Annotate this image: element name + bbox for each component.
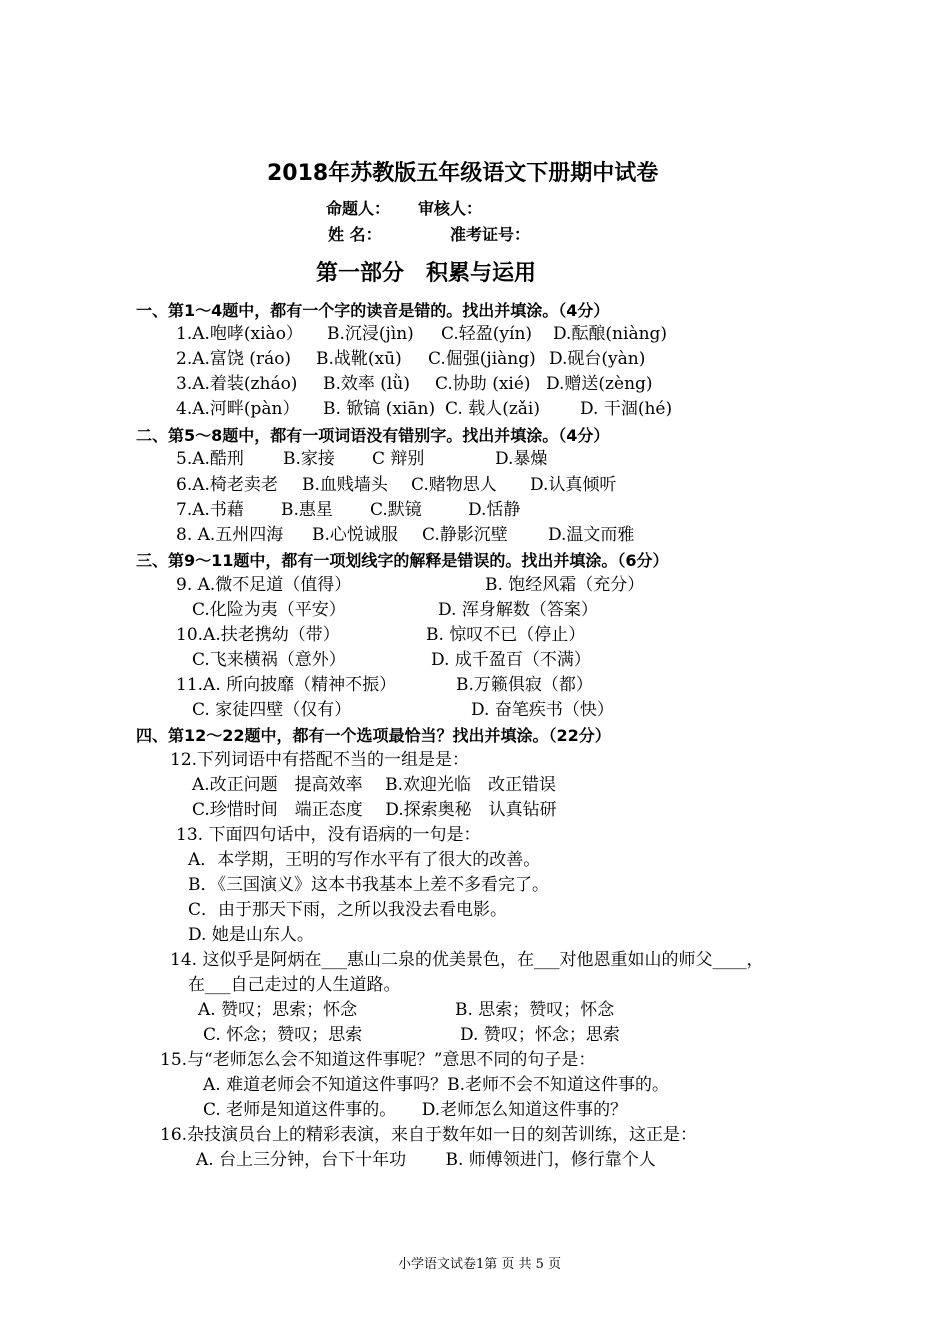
option: 6.A.椅老卖老: [176, 475, 278, 495]
question-16: 16.杂技演员台上的精彩表演，来自于数年如一日的刻苦训练，这正是：: [160, 1125, 698, 1145]
question-10c: C.飞来横祸（意外）: [192, 650, 346, 670]
name-label: 姓 名：: [328, 225, 382, 244]
question-14-option-d: D. 赞叹；怀念；思索: [460, 1025, 620, 1045]
question-13: 13. 下面四句话中，没有语病的一句是：: [176, 825, 481, 845]
option: B.沉浸(jìn): [327, 324, 414, 344]
section-2-heading: 二、第5～8题中，都有一项词语没有错别字。找出并填涂。（4分）: [136, 426, 610, 445]
question-15-options-ab: A. 难道老师会不知道这件事吗？B.老师不会不知道这件事的。: [203, 1075, 669, 1095]
option: 7.A.书藉: [176, 500, 244, 520]
part-title: 第一部分 积累与运用: [316, 261, 537, 286]
question-12: 12.下列词语中有搭配不当的一组是是：: [170, 750, 470, 770]
option: B.战靴(xū): [316, 349, 402, 369]
option: 8. A.五州四海: [176, 525, 284, 545]
option: 1.A.咆哮(xiào）: [176, 324, 303, 344]
option: D.温文而雅: [548, 525, 635, 545]
section-1-heading: 一、第1～4题中，都有一个字的读音是错的。找出并填涂。（4分）: [136, 301, 610, 320]
exam-no-label: 准考证号：: [450, 225, 531, 244]
option: C.轻盈(yín): [441, 324, 533, 344]
question-11b: B.万籁俱寂（都）: [456, 675, 593, 695]
question-10d: D. 成千盈百（不满）: [431, 650, 591, 670]
option: D.赠送(zèng): [546, 374, 653, 394]
question-10a: 10.A.扶老携幼（带）: [176, 625, 340, 645]
question-14-option-a: A. 赞叹；思索；怀念: [198, 1000, 358, 1020]
question-15: 15.与“老师怎么会不知道这件事呢？”意思不同的句子是：: [160, 1050, 596, 1070]
question-16-options-ab: A. 台上三分钟，台下十年功 B. 师傅领进门，修行靠个人: [196, 1150, 656, 1170]
option: B.血贱墙头: [302, 475, 388, 495]
question-10b: B. 惊叹不已（停止）: [426, 625, 586, 645]
question-13-option-c: C．由于那天下雨，之所以我没去看电影。: [188, 900, 508, 920]
setter-label: 命题人：: [326, 199, 391, 218]
question-15-options-cd: C. 老师是知道这件事的。 D.老师怎么知道这件事的？: [203, 1100, 628, 1120]
page-footer: 小学语文试卷1第 页 共 5 页: [398, 1257, 562, 1272]
question-12-options-cd: C.珍惜时间 端正态度 D.探索奥秘 认真钻研: [192, 800, 557, 820]
option: B. 锨镐 (xiān): [323, 399, 436, 419]
question-14: 14. 这似乎是阿炳在___惠山二泉的优美景色，在___对他恩重如山的师父____，: [170, 950, 764, 970]
option: 2.A.富饶 (ráo): [176, 349, 292, 369]
option: C.赌物思人: [411, 475, 497, 495]
question-14-cont: 在___自己走过的人生道路。: [188, 975, 401, 995]
reviewer-label: 审核人：: [418, 199, 483, 218]
option: B.效率 (lǜ): [323, 374, 410, 394]
question-13-option-b: B．《三国演义》这本书我基本上差不多看完了。: [188, 875, 549, 895]
option: 5.A.酷刑: [176, 449, 244, 469]
question-13-option-a: A．本学期，王明的写作水平有了很大的改善。: [188, 850, 541, 870]
option: C.静影沉壁: [422, 525, 508, 545]
option: C.默镜: [370, 500, 422, 520]
option: 4.A.河畔(pàn）: [176, 399, 300, 419]
question-11d: D. 奋笔疾书（快）: [471, 700, 614, 720]
question-9b: B. 饱经风霜（充分）: [485, 575, 645, 595]
option: D.认真倾听: [530, 475, 617, 495]
option: 3.A.着装(zháo): [176, 374, 298, 394]
question-11a: 11.A. 所向披靡（精神不振）: [176, 675, 397, 695]
option: B.家接: [283, 449, 335, 469]
question-11c: C. 家徒四壁（仅有）: [192, 700, 352, 720]
question-13-option-d: D. 她是山东人。: [188, 925, 314, 945]
option: D. 干涸(hé): [580, 399, 673, 419]
option: B.心悦诚服: [312, 525, 398, 545]
question-14-option-b: B. 思索；赞叹；怀念: [455, 1000, 615, 1020]
question-9a: 9. A.微不足道（值得）: [176, 575, 352, 595]
option: D.酝酿(niàng): [553, 324, 668, 344]
option: C.协助 (xié): [435, 374, 531, 394]
option: C.倔强(jiàng): [428, 349, 536, 369]
option: B.惠星: [281, 500, 333, 520]
question-9d: D. 浑身解数（答案）: [438, 600, 598, 620]
question-12-options-ab: A.改正问题 提高效率 B.欢迎光临 改正错误: [192, 775, 556, 795]
option: C. 载人(zǎi): [445, 399, 541, 419]
question-14-option-c: C. 怀念；赞叹；思索: [203, 1025, 363, 1045]
option: D.砚台(yàn): [549, 349, 646, 369]
section-3-heading: 三、第9～11题中，都有一项划线字的解释是错误的。找出并填涂。（6分）: [136, 551, 669, 570]
option: D.恬静: [468, 500, 521, 520]
section-4-heading: 四、第12～22题中，都有一个选项最恰当？找出并填涂。（22分）: [136, 726, 611, 745]
option: D.暴燥: [495, 449, 548, 469]
question-9c: C.化险为夷（平安）: [192, 600, 346, 620]
option: C 辩别: [372, 449, 425, 469]
exam-title: 2018年苏教版五年级语文下册期中试卷: [267, 161, 659, 186]
